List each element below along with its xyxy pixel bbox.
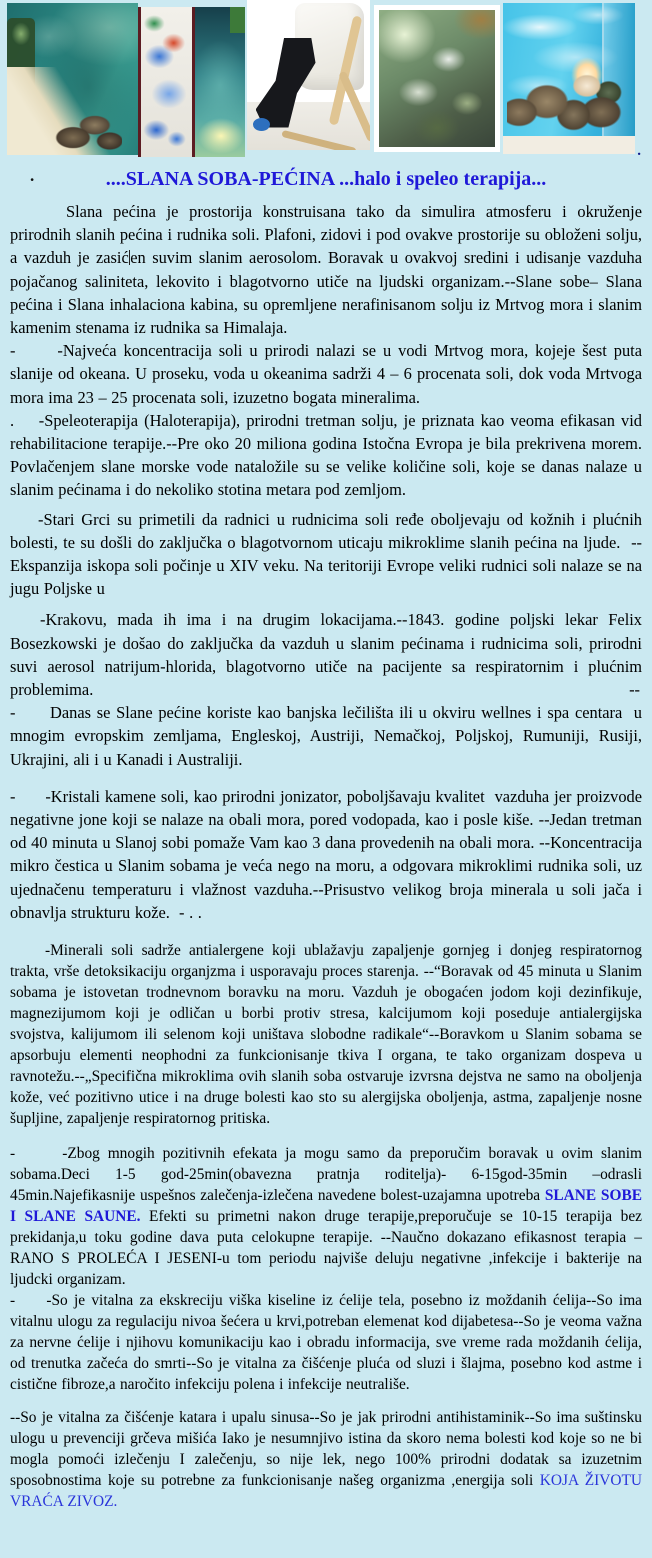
paragraph	[10, 1290, 642, 1395]
text-segment: - -So je vitalna za ekskreciju viška kiseline iz ćelije tela, posebno iz moždanih ćelija--So ima vitalnu ulogu za regulaciju nivoa šećera u krvi,potreban elemenat kod dijabetesa--So je veoma važna za nervne ćelije i njihovu komunikaciju kao i obradu informacija, sve vreme rada moždanih ćelija, od trenutka začeća do smrti--So je vitalna za čišćenje pluća od sluzi i šlajma, posebno kod astme i cistične fibroze,a naročito infekciju polena i infekcije neutrališe.	[10, 1292, 642, 1394]
paragraph	[10, 1407, 642, 1512]
text-segment: -Minerali soli sadrže antialergene koji ublažavju zapaljenje gornjeg i donjeg respiratornog trakta, vrše detoksikaciju organjzma i usporavaju proces starenja. --“Boravak od 45 minuta u Slanim sobama je istovetan trodnevnom boravku na moru. Vazduh je obogaćen jodom koji dezinfikuje, magnezijumom koji je odličan u borbi protiv stresa, kalcijumom koji poseduje antialergijska svojstva, kalijumom ili selenom koji uništava slobodne radikale“--Boravkom u Slanim sobama se apsorbuju elementi neophodni za funkcionisanje tkiva I organa, te tako organizam dospeva u ravnotežu.--„Specifična mikroklima ovih slanih soba ostvaruje izvrsna dejstva ne samo na oboljenja kože, već pozitivno utice i na druge bolesti kao sto su alergijska oboljenja, astma, zapaljenje nosne šupljine, zapaljenje respiratornog pritiska.	[10, 942, 642, 1128]
text-segment: Efekti su primetni nakon druge terapije,preporučuje se 10-15 terapija bez prekidanja,u toku godine dava puta celokupne terapije. --Naučno dokazano efikasnost terapia –RANO S PROLEĆA I JESENI-u tom periodu najviše deluju negativne ,infekcije i bakterije na ljudcki organizam.	[10, 1208, 643, 1289]
page-title: ....SLANA SOBA-PEĆINA ...halo i speleo terapija...	[105, 168, 547, 190]
cave-rock-pile	[54, 105, 122, 154]
title-row	[0, 166, 652, 192]
text-segment: - -Kristali kamene soli, kao prirodni jonizator, poboljšavaju kvalitet vazduha jer proizvode negativne jone koji se nalaze na obali mora, pored vodopada, kao i posle kiše. --Jedan tretman od 40 minuta u Slanoj sobi pomaže Vam kao 3 dana provedenih na obali mora. --Koncentracija mikro čestica u Slanim sobama je veća nego na moru, a odgovara mikroklimi rudnika soli, uz ujednačenu temperaturu i vlažnost vazduha.--Prisustvo velikog broja minerala u soli jača i obnavlja strukturu kože. - . .	[10, 786, 642, 922]
paragraph	[10, 339, 642, 409]
right-aligned-dashes: --	[629, 680, 640, 700]
glowing-panel-right	[195, 7, 245, 157]
rock-pile	[507, 74, 628, 140]
text-segment: --So je vitalna za čišćenje katara i upalu sinusa--So je jak prirodni antihistaminik--So ima suštinsku ulogu u prevenciji grčeva mišića Iako je nesumnjivo istina da skoro nema bolesti kod koje so ne bi mogla pomoći izlečenju I zalečenju, so nije lek, nego 100% prirodni dodatak sa izuzetnim sposobnostima koje su potrebne za funkcionisanje našeg organizma ,energija soli	[10, 1409, 642, 1490]
paragraph	[10, 701, 642, 771]
photo-painted-salt-panels	[138, 7, 245, 157]
paragraph	[10, 508, 642, 601]
paragraph	[10, 409, 642, 502]
strip-trailing-dot: .	[637, 143, 641, 159]
paragraph	[10, 200, 642, 339]
paragraph	[10, 608, 642, 701]
text-segment: - -Najveća koncentracija soli u prirodi nalazi se u vodi Mrtvog mora, kojeje šest puta slanije od okeana. U proseku, voda u okeanima sadrži 4 – 6 procenata soli, dok voda Mrtvoga mora ima 23 – 25 procenata soli, izuzetno bogata mineralima.	[10, 341, 642, 407]
photo-strip	[0, 0, 652, 158]
photo-salt-rocks-closeup	[374, 5, 500, 152]
text-segment: en suvim slanim aerosolom. Boravak u ovakvoj sredini i udisanje vazduha pojačanog saliniteta, lekovito i blagotvorno utiče na ljudski organizam.--Slane sobe– Slana pećina i Slana inhalaciona kabina, su opremljene nerafinisanom solju iz Mrtvog mora i slanim kamenim stenama iz rudnika sa Himalaja.	[10, 248, 642, 338]
text-segment: . -Speleoterapija (Haloterapija), prirodni tretman solju, je priznata kao veoma efikasan vid rehabilitacione terapije.--Pre oko 20 miliona godina Istočna Evropa je bila prekrivena morem. Povlačenjem slane morske vode nataložile su se velike količine soli, koje se danas nalaze u slanim pećinama i do nekoliko stotina metara pod zemljom.	[10, 410, 642, 500]
photo-blue-salt-wall-with-lamp	[503, 3, 635, 154]
text-segment-blue: KOJA ŽIVOTU VRAĆA ZIVOZ.	[10, 1472, 642, 1511]
text-segment: - -Zbog mnogih pozitivnih efekata ja mogu samo da preporučim boravak u ovim slanim sobama.Deci 1-5 god-25min(obavezna pratnja roditelja)- 6-15god-35min –odrasli 45min.Najefikasnije uspešnos zalečenja-izlečena navedene bolest-uzajamna upotreba	[10, 1145, 642, 1205]
photo-salt-cave-interior	[7, 3, 138, 155]
paragraph	[10, 940, 642, 1129]
text-segment: -Krakovu, mada ih ima i na drugim lokacijama.--1843. godine poljski lekar Felix Bosezkowski je došao do zaključka da vazduh u slanim pećinama i rudnicima soli, prirodni suvi aerosol natrijum-hlorida, blagotvorno utiče na pacijente sa respiratornim i plućnim problemima.	[10, 610, 642, 700]
salt-rocks-image	[379, 10, 495, 147]
photo-patient-in-lounge-chair	[247, 0, 370, 150]
paragraph	[10, 785, 642, 924]
paragraph	[10, 1143, 642, 1290]
text-segment: -Stari Grci su primetili da radnici u rudnicima soli ređe oboljevaju od kožnih i plućnih bolesti, te su došli do zaključka o blagotvornom uticaju mikroklime slanih pećina na ljude. --Ekspanzija iskopa soli počinje u XIV veku. Na teritoriji Evrope veliki rudnici soli nalaze se na jugu Poljske u	[10, 509, 642, 599]
title-left-dot: .	[30, 166, 35, 185]
blue-sock	[253, 118, 270, 131]
article-body	[0, 200, 652, 1512]
text-segment: Slana pećina je prostorija konstruisana tako da simulira atmosferu i okruženje prirodnih slanih pećina i rudnika soli. Plafoni, zidovi i pod ovakve prostorije su obloženi solju, a vazduh je zasić	[10, 202, 642, 268]
painted-panel-left	[138, 7, 195, 157]
text-segment: - Danas se Slane pećine koriste kao banjska lečilišta ili u okviru wellnes i spa centara u mnogim evropskim zemljama, Engleskoj, Austriji, Nemačkoj, Poljskoj, Rumuniji, Rusiji, Ukrajini, ali i u Kanadi i Australiji.	[10, 703, 642, 769]
panel-green-corner	[230, 7, 245, 33]
text-segment-bluebold: SLANE SOBE I SLANE SAUNE.	[10, 1187, 642, 1226]
